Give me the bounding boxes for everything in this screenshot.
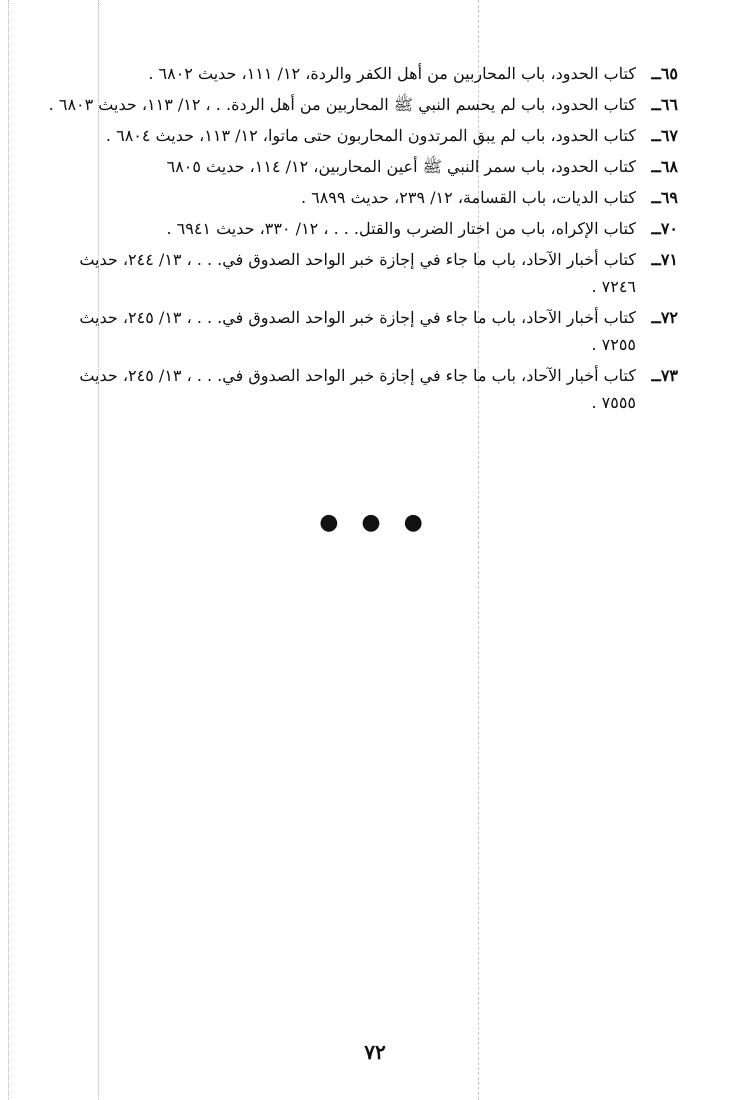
footnote-number: ٦٧ــ — [651, 126, 678, 145]
footnote-number: ٧٣ــ — [651, 366, 678, 385]
footnote — [40, 304, 678, 358]
page-number: ٧٢ — [364, 1040, 386, 1064]
footnote-text: كتاب الديات، باب القسامة، ١٢/ ٢٣٩، حديث ٦٨٩٩ . — [300, 188, 636, 207]
footnote-text: كتاب أخبار الآحاد، باب ما جاء في إجازة خبر الواحد الصدوق في. . . ، ١٣/ ٢٤٥، حديث ٧٢٥٥ . — [79, 308, 636, 354]
footnote — [40, 122, 678, 149]
footnote-number: ٧١ــ — [651, 250, 678, 269]
footnote-text: كتاب الحدود، باب لم يبق المرتدون المحاربون حتى ماتوا، ١٢/ ١١٣، حديث ٦٨٠٤ . — [105, 126, 636, 145]
footnote-number: ٧٢ــ — [651, 308, 678, 327]
footnotes-list — [40, 60, 678, 420]
footnote-text: كتاب أخبار الآحاد، باب ما جاء في إجازة خبر الواحد الصدوق في. . . ، ١٣/ ٢٤٤، حديث ٧٢٤٦ . — [79, 250, 636, 296]
footnote-text: كتاب أخبار الآحاد، باب ما جاء في إجازة خبر الواحد الصدوق في. . . ، ١٣/ ٢٤٥، حديث ٧٥٥٥ . — [79, 366, 636, 412]
footnote-text: كتاب الحدود، باب سمر النبي ﷺ أعين المحاربين، ١٢/ ١١٤، حديث ٦٨٠٥ — [166, 157, 636, 176]
footnote — [40, 215, 678, 242]
footnote — [40, 60, 678, 87]
footnote — [40, 153, 678, 180]
footnote-text: كتاب الإكراه، باب من اختار الضرب والقتل. . . ، ١٢/ ٣٣٠، حديث ٦٩٤١ . — [166, 219, 636, 238]
footnote-number: ٦٩ــ — [651, 188, 678, 207]
footnote-text: كتاب الحدود، باب المحاربين من أهل الكفر والردة، ١٢/ ١١١، حديث ٦٨٠٢ . — [148, 64, 636, 83]
footnote — [40, 184, 678, 211]
footnote-number: ٦٦ــ — [651, 95, 678, 114]
footnote-number: ٦٥ــ — [651, 64, 678, 83]
footnote-number: ٧٠ــ — [651, 219, 678, 238]
footnote — [40, 246, 678, 300]
footnote — [40, 362, 678, 416]
footnote — [40, 91, 678, 118]
footnote-number: ٦٨ــ — [651, 157, 678, 176]
footnote-text: كتاب الحدود، باب لم يحسم النبي ﷺ المحاربين من أهل الردة. . ، ١٢/ ١١٣، حديث ٦٨٠٣ . — [48, 95, 636, 114]
section-separator: ● ● ● — [319, 510, 431, 535]
scan-artifact-line — [8, 0, 9, 1100]
